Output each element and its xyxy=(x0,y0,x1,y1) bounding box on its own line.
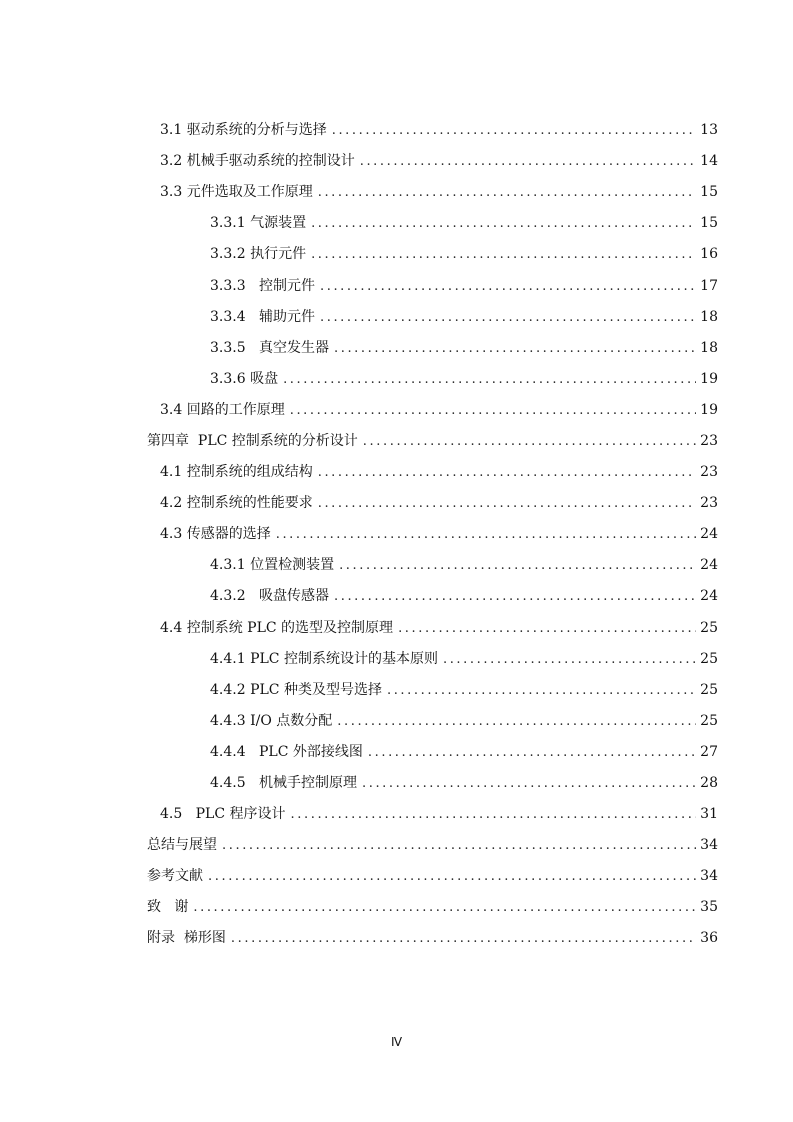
toc-entry-page: 35 xyxy=(700,899,718,916)
toc-dot-leader xyxy=(318,177,696,208)
toc-entry-number: 4.3.2 xyxy=(210,588,259,605)
toc-entry[interactable] xyxy=(0,581,793,612)
toc-entry-page: 18 xyxy=(700,308,718,325)
toc-entry-number: 3.3.5 xyxy=(210,339,259,356)
toc-entry[interactable] xyxy=(0,892,793,923)
toc-entry-title: 执行元件 xyxy=(250,246,307,263)
toc-entry-title: 总结与展望 xyxy=(147,837,217,854)
toc-entry-page: 31 xyxy=(700,806,718,823)
toc-entry-number: 4.4.5 xyxy=(210,775,259,792)
toc-dot-leader xyxy=(222,830,696,861)
toc-entry-page: 17 xyxy=(700,277,718,294)
toc-dot-leader xyxy=(320,271,696,302)
toc-entry-number: 3.3.3 xyxy=(210,277,259,294)
toc-dot-leader xyxy=(291,799,697,830)
toc-dot-leader xyxy=(311,208,696,239)
toc-entry-number: 4.5 xyxy=(160,806,196,823)
toc-entry[interactable] xyxy=(0,146,793,177)
toc-dot-leader xyxy=(337,706,696,737)
toc-entry[interactable] xyxy=(0,519,793,550)
toc-entry[interactable] xyxy=(0,426,793,457)
toc-entry-page: 25 xyxy=(700,619,718,636)
toc-entry-title: PLC 程序设计 xyxy=(195,806,286,823)
toc-entry-page: 34 xyxy=(700,868,718,885)
toc-entry-page: 14 xyxy=(700,153,718,170)
toc-entry-number: 4.2 xyxy=(160,495,187,512)
toc-entry-page: 25 xyxy=(700,712,718,729)
toc-entry-title: 控制系统的性能要求 xyxy=(186,495,313,512)
toc-entry-page: 36 xyxy=(700,930,718,947)
toc-entry[interactable] xyxy=(0,550,793,581)
toc-entry-title: 吸盘传感器 xyxy=(258,588,329,605)
toc-entry-page: 27 xyxy=(700,743,718,760)
toc-dot-leader xyxy=(318,457,696,488)
toc-entry-number: 3.3.2 xyxy=(210,246,251,263)
toc-dot-leader xyxy=(290,395,696,426)
toc-entry-title: 参考文献 xyxy=(147,868,203,885)
toc-entry-title: 附录 梯形图 xyxy=(147,930,226,947)
toc-entry-page: 15 xyxy=(700,215,718,232)
toc-entry-title: 致 谢 xyxy=(147,899,189,916)
toc-entry[interactable] xyxy=(0,644,793,675)
toc-entry-title: 控制系统 PLC 的选型及控制原理 xyxy=(186,619,394,636)
toc-entry-page: 15 xyxy=(700,184,718,201)
toc-entry[interactable] xyxy=(0,706,793,737)
table-of-contents xyxy=(0,115,793,955)
toc-dot-leader xyxy=(311,239,696,270)
toc-dot-leader xyxy=(320,302,696,333)
toc-dot-leader xyxy=(276,519,696,550)
toc-entry-number: 3.3.6 xyxy=(210,370,251,387)
toc-entry-title: 机械手控制原理 xyxy=(258,775,357,792)
toc-entry-page: 28 xyxy=(700,775,718,792)
toc-dot-leader xyxy=(443,644,696,675)
toc-entry[interactable] xyxy=(0,364,793,395)
toc-entry-page: 18 xyxy=(700,339,718,356)
toc-entry[interactable] xyxy=(0,861,793,892)
toc-entry-page: 24 xyxy=(700,557,718,574)
toc-entry[interactable] xyxy=(0,395,793,426)
toc-entry-number: 3.3.1 xyxy=(210,215,251,232)
toc-entry-number: 4.4.1 xyxy=(210,650,251,667)
page-number: Ⅳ xyxy=(390,1035,403,1049)
toc-entry[interactable] xyxy=(0,799,793,830)
toc-entry-page: 25 xyxy=(700,650,718,667)
toc-entry-page: 24 xyxy=(700,588,718,605)
toc-entry[interactable] xyxy=(0,333,793,364)
toc-dot-leader xyxy=(363,426,696,457)
toc-entry-number: 4.1 xyxy=(160,464,187,481)
toc-entry[interactable] xyxy=(0,457,793,488)
toc-entry-title: 气源装置 xyxy=(250,215,307,232)
toc-entry-title: 控制系统的组成结构 xyxy=(186,464,313,481)
toc-entry-title: PLC 控制系统设计的基本原则 xyxy=(250,650,438,667)
toc-entry-number: 3.1 xyxy=(160,122,187,139)
toc-dot-leader xyxy=(334,333,696,364)
toc-entry-page: 24 xyxy=(700,526,718,543)
toc-entry-title: PLC 外部接线图 xyxy=(258,743,363,760)
toc-entry[interactable] xyxy=(0,923,793,954)
toc-entry-page: 19 xyxy=(700,370,718,387)
toc-entry-page: 25 xyxy=(700,681,718,698)
toc-dot-leader xyxy=(339,550,696,581)
toc-entry-title: 驱动系统的分析与选择 xyxy=(186,122,327,139)
toc-entry-title: 传感器的选择 xyxy=(186,526,271,543)
toc-entry-title: 辅助元件 xyxy=(258,308,315,325)
toc-entry-number: 4.4.4 xyxy=(210,743,259,760)
toc-dot-leader xyxy=(332,115,696,146)
toc-dot-leader xyxy=(360,146,696,177)
toc-dot-leader xyxy=(334,581,696,612)
toc-entry-title: 真空发生器 xyxy=(258,339,329,356)
toc-entry[interactable] xyxy=(0,177,793,208)
toc-entry-title: 第四章 PLC 控制系统的分析设计 xyxy=(147,432,358,449)
toc-entry-title: I/O 点数分配 xyxy=(250,712,333,729)
toc-entry-page: 19 xyxy=(700,401,718,418)
toc-entry-page: 34 xyxy=(700,837,718,854)
toc-entry-page: 13 xyxy=(700,122,718,139)
toc-dot-leader xyxy=(362,768,696,799)
toc-entry-page: 23 xyxy=(700,432,718,449)
toc-entry-number: 4.4.2 xyxy=(210,681,251,698)
toc-dot-leader xyxy=(387,675,696,706)
toc-entry-number: 3.3 xyxy=(160,184,187,201)
toc-entry[interactable] xyxy=(0,488,793,519)
toc-entry-title: 位置检测装置 xyxy=(250,557,335,574)
toc-dot-leader xyxy=(193,892,696,923)
toc-entry-number: 4.4.3 xyxy=(210,712,251,729)
toc-dot-leader xyxy=(368,737,696,768)
toc-entry-title: 回路的工作原理 xyxy=(186,401,285,418)
toc-entry-title: 控制元件 xyxy=(258,277,315,294)
toc-entry-number: 4.3 xyxy=(160,526,187,543)
toc-entry-title: PLC 种类及型号选择 xyxy=(250,681,382,698)
toc-dot-leader xyxy=(231,923,696,954)
toc-entry[interactable] xyxy=(0,675,793,706)
toc-entry-number: 3.2 xyxy=(160,153,187,170)
toc-entry[interactable] xyxy=(0,270,793,301)
toc-entry-number: 3.4 xyxy=(160,401,187,418)
toc-entry[interactable] xyxy=(0,613,793,644)
toc-entry-title: 吸盘 xyxy=(250,370,279,387)
toc-entry[interactable] xyxy=(0,208,793,239)
toc-entry-title: 元件选取及工作原理 xyxy=(186,184,313,201)
toc-dot-leader xyxy=(283,364,696,395)
toc-entry-number: 3.3.4 xyxy=(210,308,259,325)
toc-entry[interactable] xyxy=(0,737,793,768)
toc-entry-number: 4.3.1 xyxy=(210,557,251,574)
toc-entry[interactable] xyxy=(0,115,793,146)
toc-dot-leader xyxy=(398,613,696,644)
toc-entry-number: 4.4 xyxy=(160,619,187,636)
toc-entry[interactable] xyxy=(0,302,793,333)
toc-entry-page: 16 xyxy=(700,246,718,263)
toc-entry-page: 23 xyxy=(700,495,718,512)
toc-entry[interactable] xyxy=(0,239,793,270)
toc-dot-leader xyxy=(208,861,696,892)
toc-entry[interactable] xyxy=(0,830,793,861)
toc-entry-page: 23 xyxy=(700,464,718,481)
toc-entry-title: 机械手驱动系统的控制设计 xyxy=(186,153,355,170)
toc-entry[interactable] xyxy=(0,768,793,799)
toc-dot-leader xyxy=(318,488,696,519)
